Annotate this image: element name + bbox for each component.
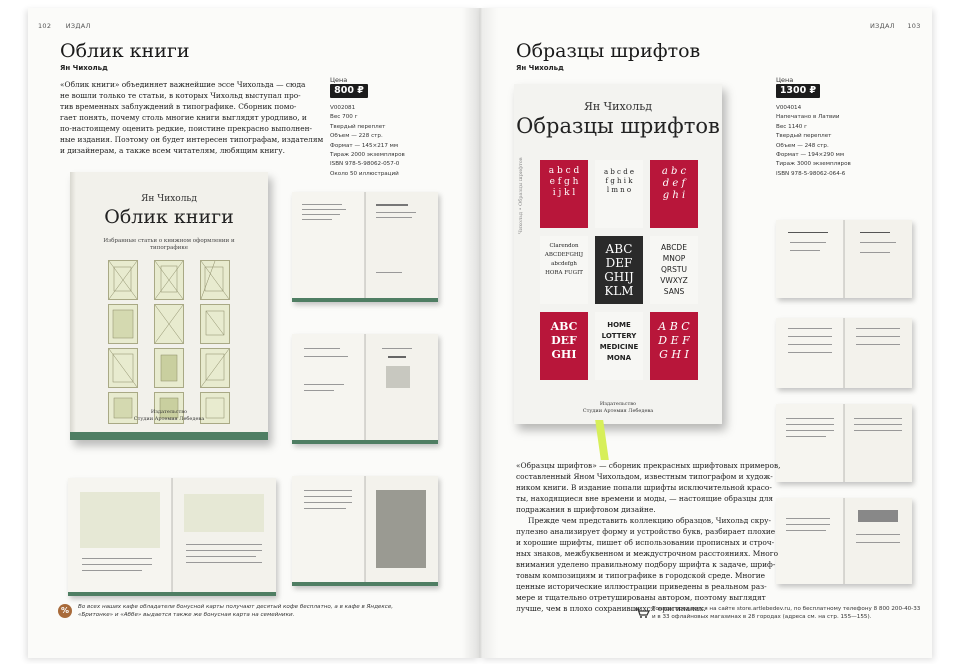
right-price-label: Цена	[776, 76, 794, 84]
text-line: товым композициям и типографике в городской среде. Многие	[516, 571, 766, 580]
specimen-text: ABCDE MNOP QRSTU VWXYZ SANS	[660, 243, 688, 296]
text-line: «Образцы шрифтов» — сборник прекрасных шрифтовых примеров,	[516, 461, 781, 470]
right-folio	[870, 22, 921, 30]
left-section-label: ИЗДАЛ	[65, 22, 91, 30]
spread-thumbnail	[292, 476, 438, 586]
spec-item: ISBN 978-5-98062-057-0	[330, 161, 400, 168]
cover-title: Облик книги	[104, 206, 234, 228]
specimen-text: a b c d e f g h i j k l	[548, 166, 580, 198]
left-price-label: Цена	[330, 76, 348, 84]
text-line: Прежде чем представить коллекцию образцов, Чихольд скру-	[528, 516, 771, 525]
specimen-tile	[540, 236, 588, 304]
specimen-text: A B C D E F G H I	[658, 320, 690, 361]
right-page-number: 103	[907, 22, 921, 30]
spec-item: V004014	[776, 105, 802, 111]
spread-thumbnail	[68, 478, 276, 596]
text-line: мере и тщательно отретушированы автором, поэтому выглядят	[516, 593, 766, 602]
store-info-line: и в 33 офлайновых магазинах в 28 городах (адреса см. на стр. 155—155).	[652, 613, 872, 620]
cover-title: Образцы шрифтов	[516, 114, 720, 138]
publisher-line: Студии Артемия Лебедева	[582, 407, 654, 414]
text-line: ты, находящиеся вне времени и моды, — настоящие образцы для	[516, 494, 774, 503]
cover-publisher	[514, 401, 722, 414]
text-line: составленный Яном Чихольдом, известным типографом и худож-	[516, 472, 773, 481]
text-line: лучше, чем в плохо сохранившихся оригиналах.	[516, 604, 706, 613]
text-line: ником книги. В издание попали шрифты исключительной красо-	[516, 483, 772, 492]
specimen-tile	[595, 312, 643, 380]
spec-item: Формат — 145×217 мм	[330, 142, 399, 149]
specimen-tile	[595, 236, 643, 304]
publisher-line: Студии Артемия Лебедева	[133, 415, 205, 422]
cover-author: Ян Чихольд	[583, 100, 653, 113]
spec-item: Формат — 194×290 мм	[776, 152, 845, 159]
text-line: ные издания. Поэтому он будет интересен типографам, издателям	[60, 135, 324, 144]
cover-spine-text: Чихольд • Образцы шрифтов	[518, 157, 524, 234]
left-folio	[38, 22, 91, 30]
left-price-badge: 800 ₽	[330, 84, 368, 98]
text-line: подражания в шрифтовом дизайне.	[516, 505, 656, 514]
right-specs	[776, 104, 851, 179]
right-title: Образцы шрифтов	[516, 40, 701, 62]
spec-item: Объем — 248 стр.	[776, 142, 829, 149]
right-price-badge: 1300 ₽	[776, 84, 820, 98]
layout-diagram	[154, 348, 184, 388]
specimen-text: HOME LOTTERY MEDICINE MONA	[599, 321, 639, 362]
spread-thumbnail	[776, 220, 912, 298]
spec-item: Твердый переплет	[330, 123, 386, 130]
spread-thumbnail	[776, 318, 912, 388]
layout-diagram	[108, 304, 138, 344]
specimen-text: ABC DEF GHIJ KLM	[604, 242, 634, 298]
spread-thumbnail	[776, 404, 912, 482]
spec-item: Вес 700 г	[330, 114, 358, 121]
spec-item: Около 50 иллюстраций	[330, 170, 399, 177]
layout-diagram	[200, 260, 230, 300]
specimen-text: Clarendon ABCDEFGHIJ abcdefgh HORA FUGIT	[544, 243, 584, 276]
text-line: ценные исторические иллюстрации приведены в реальном раз-	[516, 582, 767, 591]
spec-item: Напечатано в Латвии	[776, 114, 840, 121]
publisher-line: Издательство	[599, 401, 637, 407]
text-line: ных знаков, межбуквенном и междустрочном расстояниях. Много	[516, 549, 779, 558]
cover-type-specimens	[540, 160, 698, 384]
store-info-line: Товары продаются на сайте store.artlebedev.ru, по бесплатному телефону 8 800 200-40-33	[652, 606, 921, 612]
cover-green-stripe	[70, 432, 268, 440]
spec-item: Вес 1140 г	[776, 123, 808, 130]
left-footnote: Во всех наших кафе обладатели бонусной карты получают десятый кофе бесплатно, а в кафе в Яндексе, «Бритонке» и «Аббе» выдается также же бонусная карта на семейники.	[78, 604, 394, 618]
text-line: и хорошие шрифты, пишет об использовании прописных и строч-	[516, 538, 775, 547]
text-line: и дизайнерам, а также всем читателям, любящим книгу.	[60, 146, 285, 155]
specimen-text: ABC DEF GHI	[550, 320, 578, 361]
right-section-label: ИЗДАЛ	[870, 22, 895, 30]
cover-layout-diagrams	[108, 260, 230, 424]
text-line: по-настоящему оценить редкие, поистине прекрасно выполнен-	[60, 124, 312, 133]
spread-thumbnail	[776, 498, 912, 584]
spec-item: Тираж 2000 экземпляров	[330, 152, 405, 159]
text-line: гает понять, почему столь многие книги выглядят уродливо, и	[60, 113, 307, 122]
right-author: Ян Чихольд	[516, 64, 564, 72]
specimen-text: a b c d e f g h i	[661, 166, 687, 201]
left-specs	[330, 104, 405, 179]
specimen-tile	[540, 160, 588, 228]
layout-diagram	[200, 348, 230, 388]
spec-item: Объем — 228 стр.	[330, 133, 383, 140]
store-info	[652, 606, 920, 622]
spread-thumbnail	[292, 192, 438, 302]
spec-item: Тираж 3000 экземпляров	[776, 161, 851, 168]
left-page-number: 102	[38, 22, 52, 30]
text-line: не вошли только те статьи, в которых Чихольд выступал про-	[60, 91, 301, 100]
layout-diagram	[108, 260, 138, 300]
cover-subtitle: Избранные статьи о книжном оформлении и типографике	[103, 238, 235, 251]
spec-item: V002081	[330, 105, 356, 111]
cover-author: Ян Чихольд	[141, 194, 197, 204]
book-cover-obraztsy-shriftov	[514, 84, 722, 424]
layout-diagram	[154, 260, 184, 300]
layout-diagram	[108, 348, 138, 388]
left-title: Облик книги	[60, 40, 190, 62]
specimen-tile	[595, 160, 643, 228]
specimen-tile	[650, 236, 698, 304]
spec-item: Твердый переплет	[776, 133, 832, 140]
percent-icon: %	[58, 604, 72, 618]
text-line: тив временных заблуждений в типографике. Сборник помо-	[60, 102, 297, 111]
layout-diagram	[200, 304, 230, 344]
specimen-tile	[540, 312, 588, 380]
spec-item: ISBN 978-5-98062-064-6	[776, 170, 846, 177]
left-author: Ян Чихольд	[60, 64, 108, 72]
specimen-text: a b c d e f g h i k l m n o	[603, 168, 635, 194]
spread-thumbnail	[292, 334, 438, 444]
specimen-tile	[650, 312, 698, 380]
text-line: «Облик книги» объединяет важнейшие эссе Чихольда — сюда	[60, 80, 306, 89]
layout-diagram	[154, 304, 184, 344]
publisher-line: Издательство	[150, 409, 188, 415]
cover-publisher	[70, 409, 268, 422]
text-line: пулезно анализирует форму и устройство букв, разбирает плохие	[516, 527, 776, 536]
shopping-cart-icon	[634, 608, 650, 618]
specimen-tile	[650, 160, 698, 228]
book-cover-oblik-knigi	[70, 172, 268, 440]
text-line: внимания уделено правильному подбору шрифта к задаче, шриф-	[516, 560, 776, 569]
page-gutter	[462, 8, 498, 658]
